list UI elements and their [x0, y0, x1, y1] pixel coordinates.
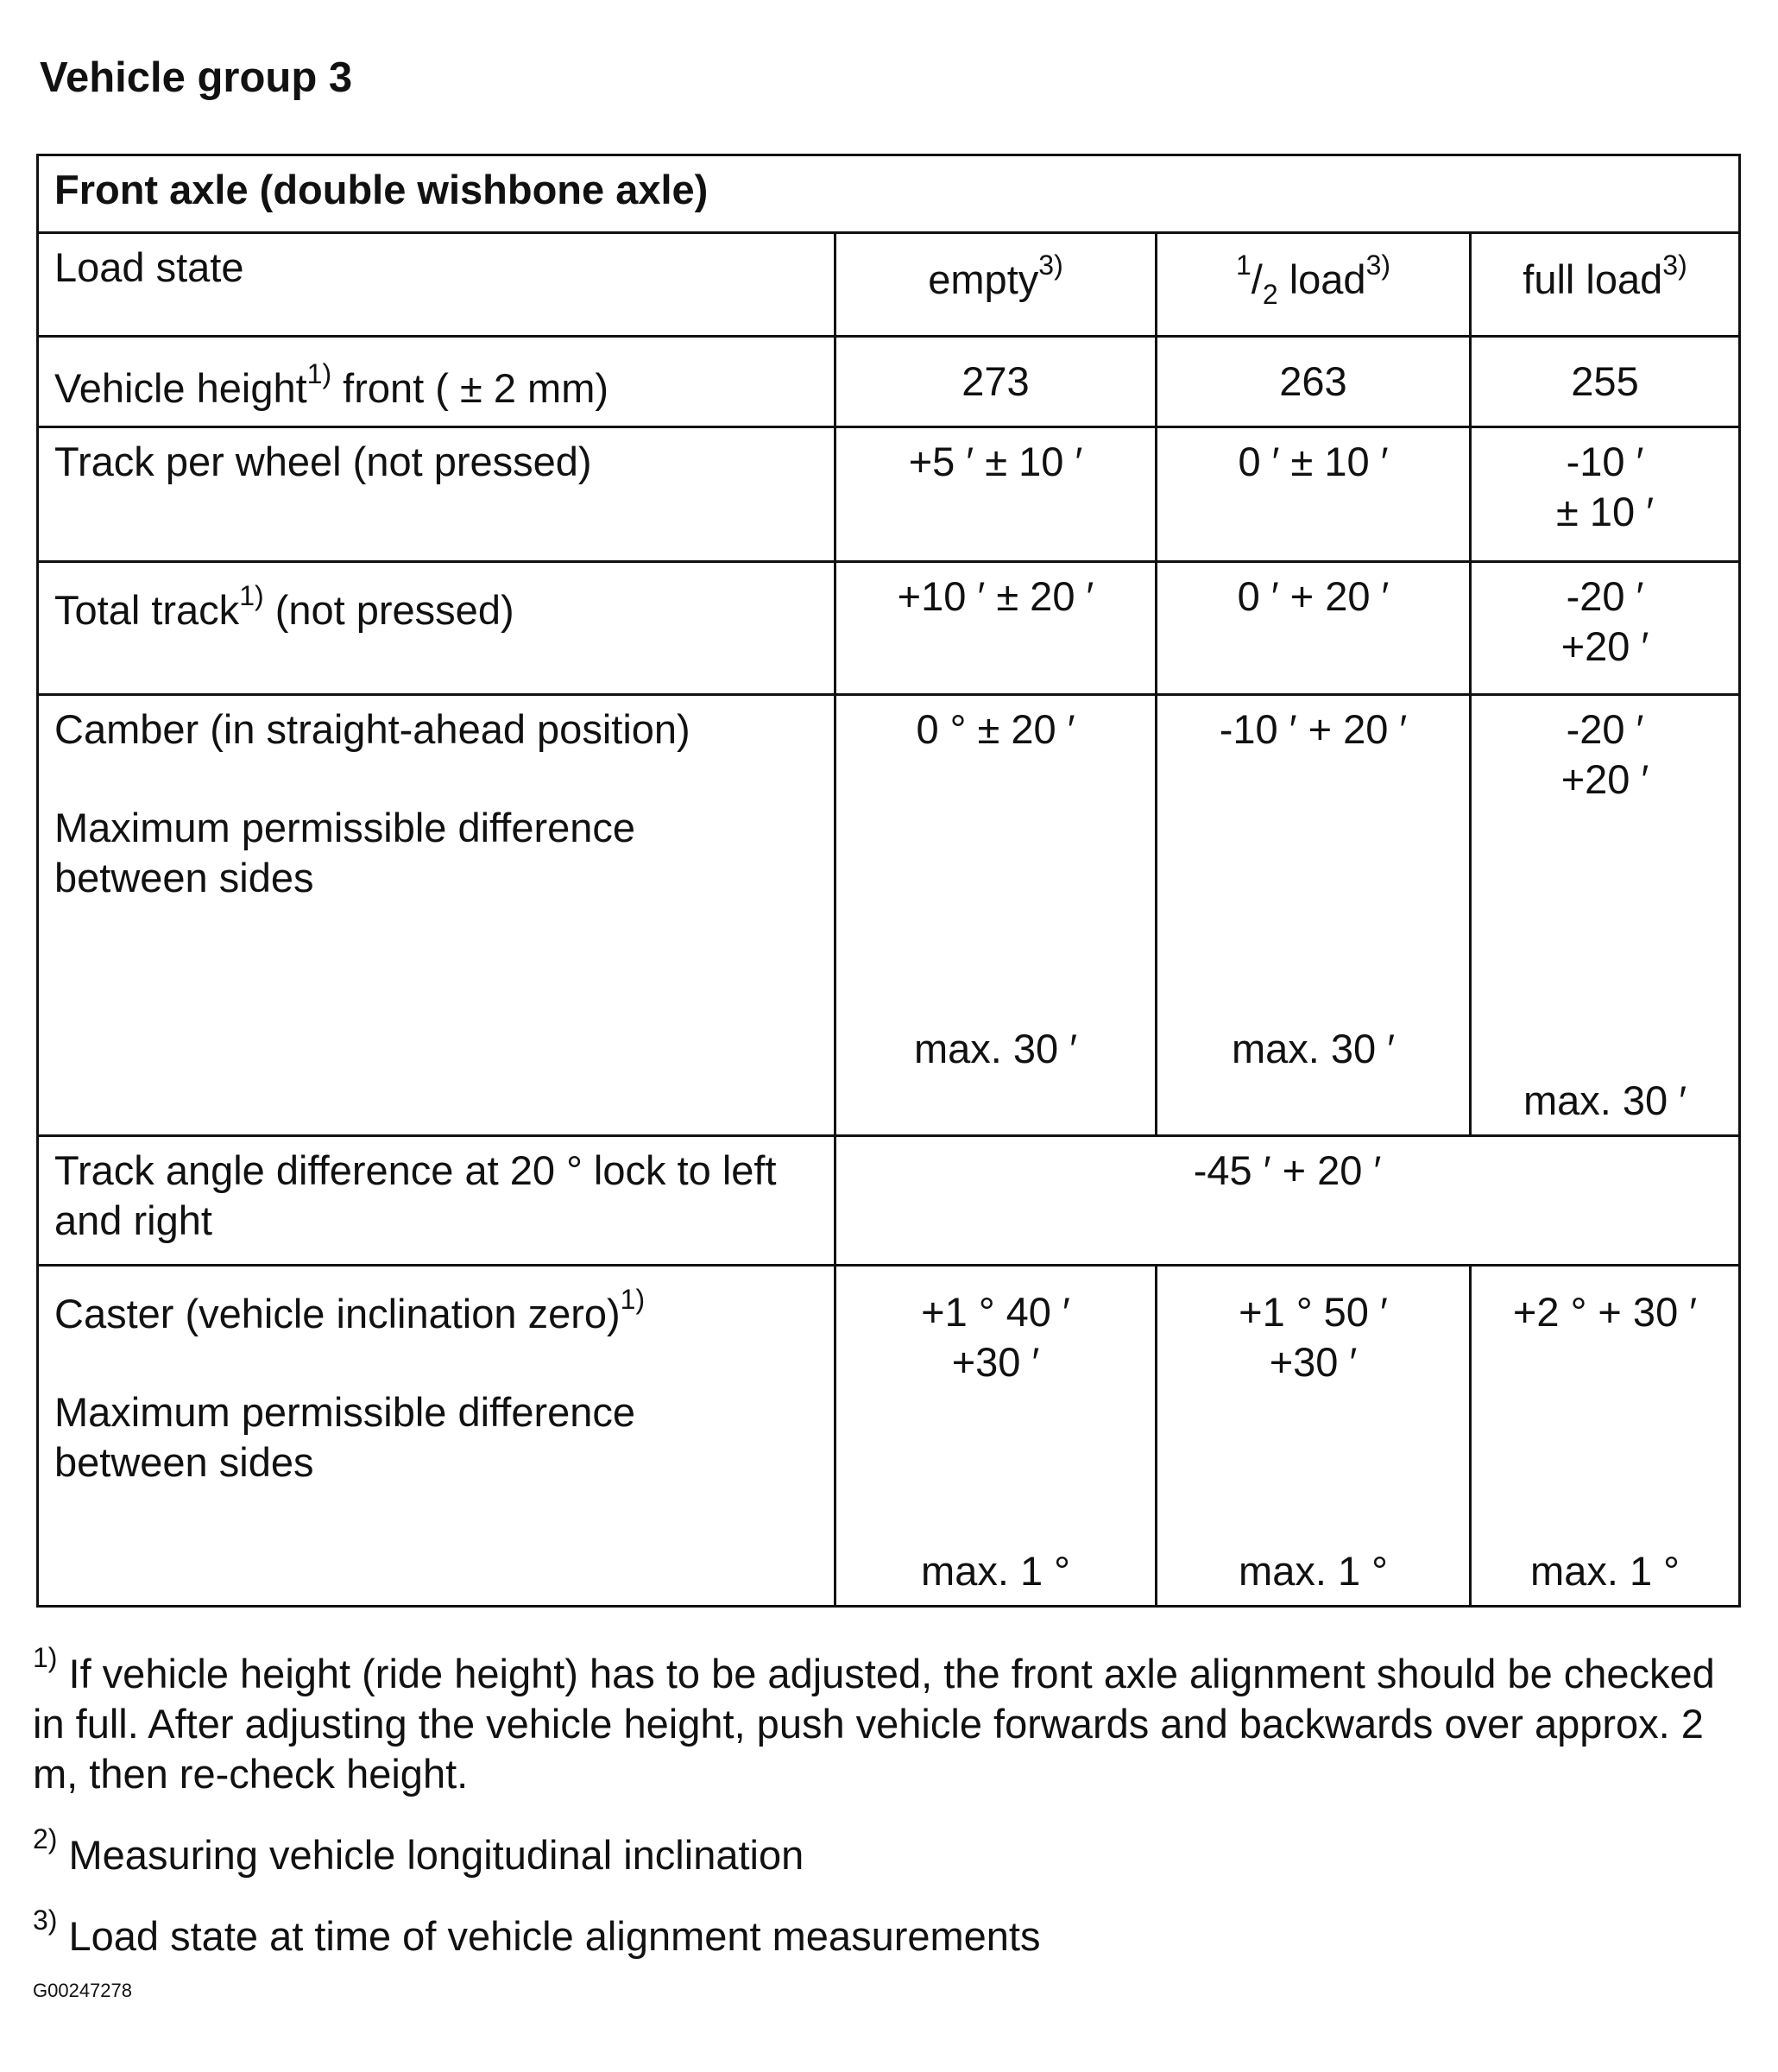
total-track-label	[38, 562, 835, 695]
full-load-label: full load	[1523, 256, 1663, 302]
total-track-full	[1471, 562, 1740, 695]
footnote-3	[33, 1905, 1724, 1961]
caster-full-value: +2 ° + 30 ′	[1512, 1289, 1698, 1335]
caster-empty-tolerance: +30 ′	[951, 1339, 1040, 1385]
footnote-marker: 2)	[33, 1823, 58, 1854]
footnote-ref: 1)	[306, 358, 332, 389]
footnotes	[33, 1642, 1724, 1993]
camber-empty-max: max. 30 ′	[913, 1026, 1078, 1071]
table-title-row	[38, 155, 1740, 233]
load-state-row	[38, 233, 1740, 337]
total-track-row	[38, 562, 1740, 695]
track-per-wheel-full	[1471, 427, 1740, 562]
footnote-marker: 3)	[33, 1905, 58, 1936]
fraction-denominator: 2	[1262, 279, 1278, 310]
camber-row	[38, 695, 1740, 1136]
total-track-label-text: Total track	[54, 587, 240, 633]
caster-half-value: +1 ° 50 ′	[1239, 1289, 1388, 1335]
caster-half	[1157, 1266, 1471, 1607]
footnote-ref: 3)	[1038, 250, 1063, 281]
front-axle-spec-table	[36, 154, 1741, 1608]
half-load-column-header: $^1/_2$ load$^{3)}$	[1157, 233, 1471, 337]
footnote-2	[33, 1823, 1724, 1880]
fraction-numerator: 1	[1235, 250, 1252, 281]
caster-empty	[835, 1266, 1157, 1607]
caster-half-max: max. 1 °	[1239, 1548, 1388, 1594]
camber-difference-label: Maximum permissible difference between sides	[54, 805, 636, 900]
table-title: Front axle (double wishbone axle)	[38, 155, 1740, 233]
track-per-wheel-label: Track per wheel (not pressed)	[38, 427, 835, 562]
page-heading: Vehicle group 3	[40, 54, 353, 101]
vehicle-height-row	[38, 337, 1740, 427]
total-track-label-rest: (not pressed)	[263, 587, 514, 633]
track-per-wheel-empty: +5 ′ ± 10 ′	[835, 427, 1157, 562]
footnote-1	[33, 1642, 1724, 1799]
track-per-wheel-row	[38, 427, 1740, 562]
camber-half	[1157, 695, 1471, 1136]
track-per-wheel-full-value: -10 ′	[1566, 439, 1644, 484]
vehicle-height-label-text: Vehicle height	[54, 365, 307, 411]
load-state-label: Load state	[38, 233, 835, 337]
caster-row	[38, 1266, 1740, 1607]
total-track-half: 0 ′ + 20 ′	[1157, 562, 1471, 695]
camber-full-value: -20 ′	[1566, 706, 1644, 752]
vehicle-height-empty: 273	[835, 337, 1157, 427]
caster-difference-label: Maximum permissible difference between sides	[54, 1389, 636, 1485]
track-angle-label: Track angle difference at 20 ° lock to left and right	[38, 1136, 835, 1266]
footnote-marker: 1)	[33, 1642, 58, 1673]
caster-label-cell	[38, 1266, 835, 1607]
track-per-wheel-full-tolerance: ± 10 ′	[1556, 489, 1655, 534]
footnote-text: Load state at time of vehicle alignment measurements	[57, 1913, 1041, 1959]
camber-full-tolerance: +20 ′	[1560, 756, 1649, 802]
empty-column-header	[835, 233, 1157, 337]
footnote-text: If vehicle height (ride height) has to be adjusted, the front axle alignment should be checked in full. After adjusting the vehicle height, push vehicle forwards and backwards over approx. 2 m, then re-check height.	[33, 1651, 1715, 1797]
camber-half-max: max. 30 ′	[1231, 1026, 1396, 1071]
camber-label: Camber (in straight-ahead position)	[54, 706, 690, 752]
total-track-full-value: -20 ′	[1566, 573, 1644, 619]
total-track-empty: +10 ′ ± 20 ′	[835, 562, 1157, 695]
track-angle-row	[38, 1136, 1740, 1266]
half-load-label: load	[1277, 256, 1366, 302]
figure-id: G00247278	[33, 1980, 132, 2001]
vehicle-height-label-rest: front ( ± 2 mm)	[331, 365, 609, 411]
footnote-ref: 1)	[239, 580, 264, 611]
camber-label-cell	[38, 695, 835, 1136]
empty-label: empty	[928, 256, 1039, 302]
camber-full-max: max. 30 ′	[1523, 1077, 1687, 1123]
caster-half-tolerance: +30 ′	[1269, 1339, 1358, 1385]
vehicle-height-label	[38, 337, 835, 427]
camber-half-value: -10 ′ + 20 ′	[1219, 706, 1408, 752]
footnote-ref: 3)	[1365, 250, 1391, 281]
vehicle-height-full: 255	[1471, 337, 1740, 427]
track-per-wheel-half: 0 ′ ± 10 ′	[1157, 427, 1471, 562]
caster-label	[54, 1284, 822, 1339]
full-load-column-header	[1471, 233, 1740, 337]
footnote-ref: 3)	[1662, 250, 1687, 281]
camber-empty	[835, 695, 1157, 1136]
camber-empty-value: 0 ° ± 20 ′	[916, 706, 1075, 752]
total-track-full-tolerance: +20 ′	[1560, 623, 1649, 669]
track-angle-value: -45 ′ + 20 ′	[835, 1136, 1740, 1266]
footnote-ref: 1)	[620, 1284, 646, 1315]
footnote-text: Measuring vehicle longitudinal inclination	[57, 1832, 804, 1878]
caster-empty-max: max. 1 °	[921, 1548, 1070, 1594]
vehicle-height-half: 263	[1157, 337, 1471, 427]
caster-full-max: max. 1 °	[1530, 1548, 1680, 1594]
caster-label-text: Caster (vehicle inclination zero)	[54, 1291, 621, 1336]
camber-full	[1471, 695, 1740, 1136]
caster-full	[1471, 1266, 1740, 1607]
caster-empty-value: +1 ° 40 ′	[921, 1289, 1070, 1335]
